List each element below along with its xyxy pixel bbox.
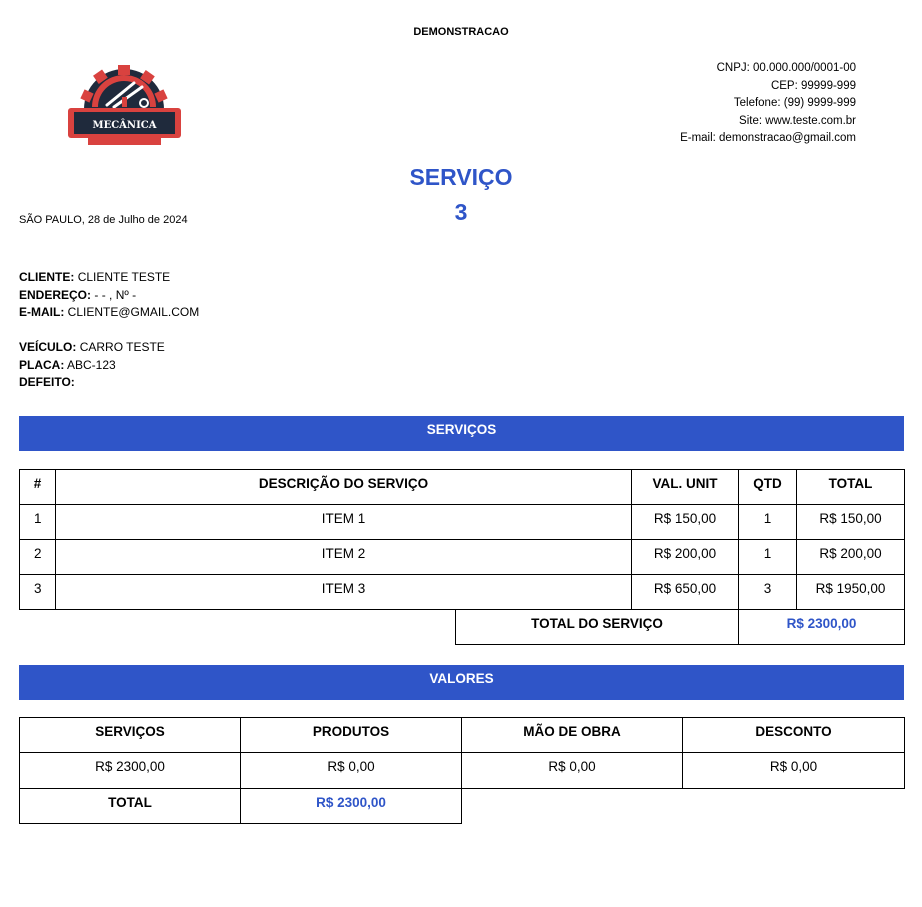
table-cell-col-number: 2 <box>19 539 56 575</box>
defect-line <box>19 374 165 392</box>
client-address-line <box>19 287 199 305</box>
contact-telefone: Telefone: (99) 9999-999 <box>733 97 856 109</box>
table-cell-col-number: 1 <box>19 504 56 540</box>
contact-cep: CEP: 99999-999 <box>770 79 856 92</box>
values-cell-produtos: R$ 0,00 <box>240 752 462 789</box>
table-cell-col-description: ITEM 2 <box>55 539 632 575</box>
document-type: SERVIÇO <box>409 164 513 190</box>
header-col-total: TOTAL <box>796 469 905 505</box>
client-email-value: CLIENTE@GMAIL.COM <box>67 305 200 319</box>
services-total-value: R$ 2300,00 <box>738 609 905 645</box>
vehicle-label: VEÍCULO: <box>19 340 77 354</box>
values-section-header: VALORES <box>19 665 904 700</box>
client-address-value: - - , Nº - <box>94 287 137 302</box>
client-name-label: CLIENTE: <box>19 270 75 284</box>
values-cell-desconto: R$ 0,00 <box>682 752 905 789</box>
services-total-label: TOTAL DO SERVIÇO <box>455 609 739 645</box>
header-col-description: DESCRIÇÃO DO SERVIÇO <box>55 469 632 505</box>
plate-label: PLACA: <box>19 357 65 372</box>
values-total-label: TOTAL <box>19 788 241 824</box>
defect-label: DEFEITO: <box>19 375 75 389</box>
services-section-header: SERVIÇOS <box>19 416 904 451</box>
vehicle-info <box>19 339 165 392</box>
values-total-value: R$ 2300,00 <box>240 788 462 824</box>
header-col-unit-value: VAL. UNIT <box>631 469 739 505</box>
table-cell-col-quantity: 1 <box>738 504 797 540</box>
table-cell-col-total: R$ 150,00 <box>796 504 905 540</box>
contact-cnpj: CNPJ: 00.000.000/0001-00 <box>716 62 856 74</box>
values-header-servicos: SERVIÇOS <box>19 717 241 753</box>
client-address-label: ENDEREÇO: <box>19 287 92 302</box>
values-cell-servicos: R$ 2300,00 <box>19 752 241 789</box>
table-cell-col-total: R$ 1950,00 <box>796 574 905 610</box>
values-cell-mao-de-obra: R$ 0,00 <box>461 752 683 789</box>
client-email-label: E-MAIL: <box>19 305 65 319</box>
logo-text: MECÂNICA <box>92 120 157 131</box>
table-cell-col-quantity: 3 <box>738 574 797 610</box>
values-header-produtos: PRODUTOS <box>240 717 462 753</box>
table-cell-col-number: 3 <box>19 574 56 610</box>
contact-email: E-mail: demonstracao@gmail.com <box>680 132 856 144</box>
table-cell-col-unit-value: R$ 200,00 <box>631 539 739 575</box>
client-name-value: CLIENTE TESTE <box>77 270 171 284</box>
company-contact <box>680 60 856 148</box>
vehicle-value: CARRO TESTE <box>79 340 165 354</box>
plate-line <box>19 357 165 375</box>
contact-site: Site: www.teste.com.br <box>739 114 856 127</box>
vehicle-line <box>19 339 165 357</box>
client-name-line <box>19 269 199 287</box>
client-info <box>19 269 199 322</box>
company-logo <box>62 63 187 148</box>
document-date: SÃO PAULO, 28 de Julho de 2024 <box>19 214 188 226</box>
values-header-mao-de-obra: MÃO DE OBRA <box>461 717 683 753</box>
table-cell-col-total: R$ 200,00 <box>796 539 905 575</box>
document-number: 3 <box>454 199 468 225</box>
gear-wrench-logo-icon <box>62 63 187 148</box>
header-col-quantity: QTD <box>738 469 797 505</box>
header-col-number: # <box>19 469 56 505</box>
values-header-desconto: DESCONTO <box>682 717 905 753</box>
plate-value: ABC-123 <box>67 357 116 372</box>
table-cell-col-unit-value: R$ 150,00 <box>631 504 739 540</box>
client-email-line <box>19 304 199 322</box>
table-cell-col-description: ITEM 1 <box>55 504 632 540</box>
table-cell-col-description: ITEM 3 <box>55 574 632 610</box>
company-name: DEMONSTRACAO <box>413 26 509 38</box>
table-cell-col-unit-value: R$ 650,00 <box>631 574 739 610</box>
table-cell-col-quantity: 1 <box>738 539 797 575</box>
